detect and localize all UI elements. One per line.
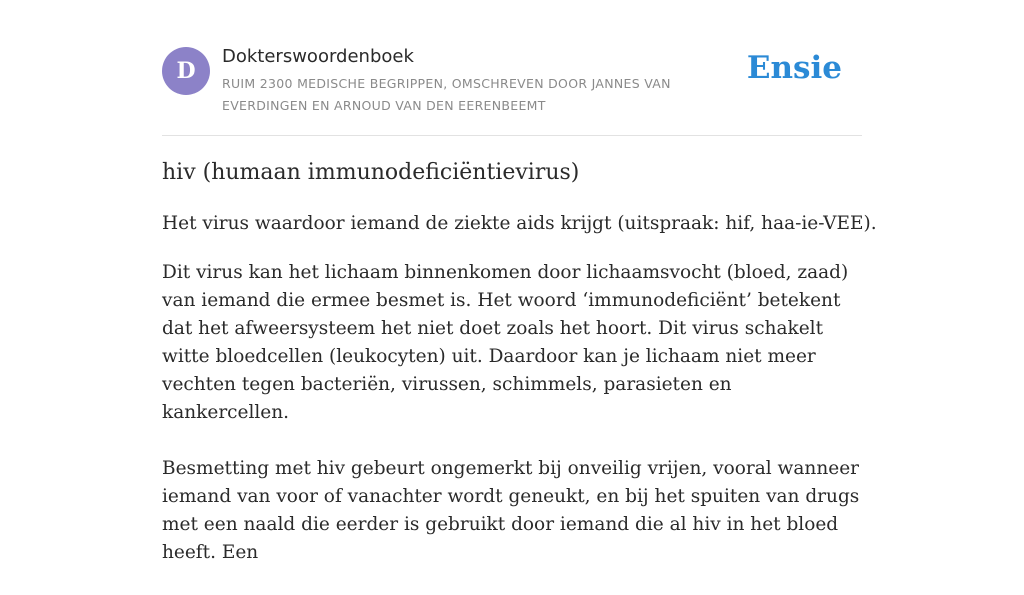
entry-body [162,259,862,595]
site-title[interactable]: Dokterswoordenboek [222,46,414,67]
site-header [162,0,862,136]
brand-logo[interactable]: Ensie [746,50,842,86]
entry-lead: Het virus waardoor iemand de ziekte aids krijgt (uitspraak: hif, haa-ie-VEE). [162,213,877,234]
body-paragraph: Dit virus kan het lichaam binnenkomen door lichaamsvocht (bloed, zaad) van iemand die ermee besmet is. Het woord ‘immunodeficiënt’ betekent dat het afweersysteem het niet doet zoals het hoort. Dit virus schakelt witte bloedcellen (leukocyten) uit. Daardoor kan je lichaam niet meer vechten tegen bacteriën, virussen, schimmels, parasieten en kankercellen. [162,262,849,423]
page-container [162,0,877,563]
avatar[interactable]: D [162,47,210,95]
entry-title: hiv (humaan immunodeficiëntievirus) [162,160,580,185]
site-subtitle: RUIM 2300 MEDISCHE BEGRIPPEN, OMSCHREVEN DOOR JANNES VAN EVERDINGEN EN ARNOUD VAN DEN EERENBEEMT [222,76,671,113]
body-paragraph: Besmetting met hiv gebeurt ongemerkt bij onveilig vrijen, vooral wanneer iemand van voor of vanachter wordt geneukt, en bij het spuiten van drugs met een naald die eerder is gebruikt door iemand die al hiv in het bloed heeft. Een [162,458,860,563]
